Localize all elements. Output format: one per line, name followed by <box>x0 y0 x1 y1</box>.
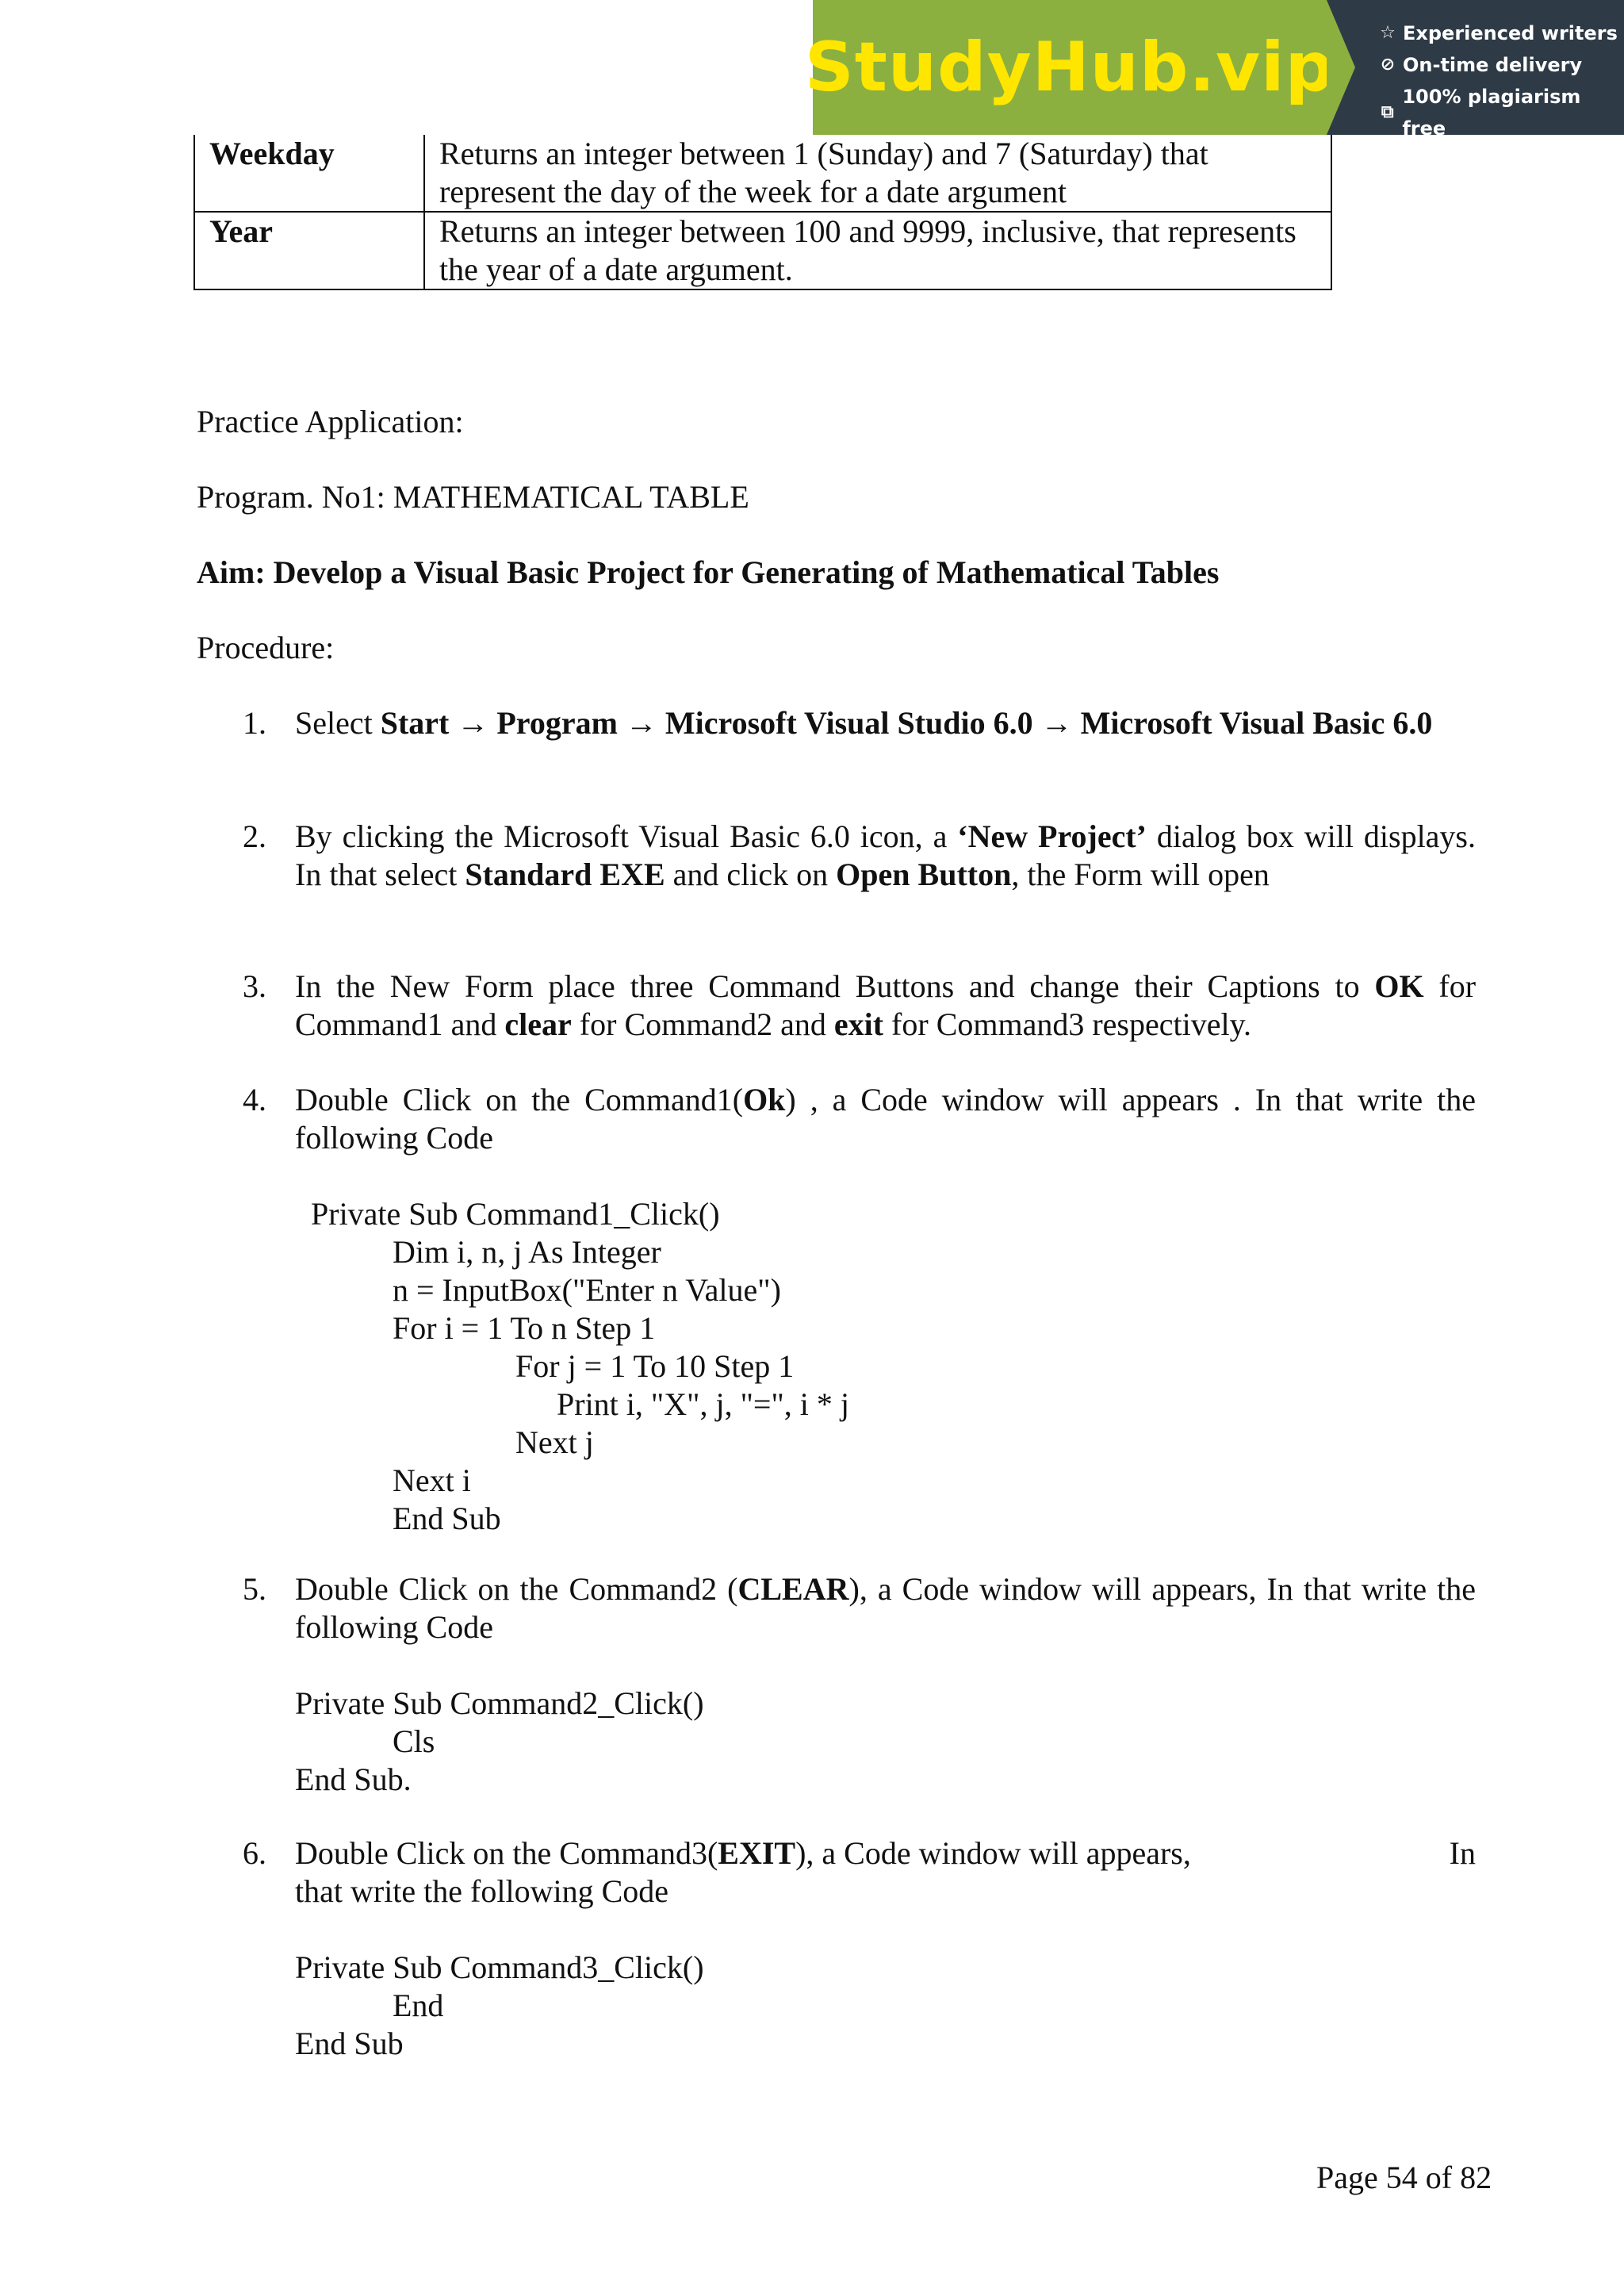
step-text-part: for Command3 respectively. <box>883 1006 1251 1042</box>
code-line: Print i, "X", j, "=", i * j <box>557 1386 850 1422</box>
step-number: 4. <box>243 1082 266 1117</box>
step-text-part: dialog box will displays. In that select <box>295 818 1477 892</box>
code-line: For j = 1 To 10 Step 1 <box>515 1348 795 1384</box>
feature-label: 100% plagiarism free <box>1402 86 1581 140</box>
step-number: 2. <box>243 818 266 854</box>
table-row <box>194 212 1331 289</box>
clock-icon: ⊘ <box>1380 55 1396 75</box>
step-number: 1. <box>243 705 266 741</box>
program-title: Program. No1: MATHEMATICAL TABLE <box>197 479 749 515</box>
practice-heading: Practice Application: <box>197 404 464 439</box>
step-text-part: for Command2 and <box>571 1006 834 1042</box>
feature-item <box>1379 17 1624 49</box>
step-text <box>295 968 1476 1044</box>
table-cell-desc: Returns an integer between 100 and 9999, inclusive, that represents the year of a date argument. <box>424 212 1331 289</box>
step-emphasis: clear <box>504 1006 572 1042</box>
procedure-heading: Procedure: <box>197 630 335 665</box>
step-emphasis: exit <box>833 1006 884 1042</box>
step-text <box>295 818 1476 894</box>
code-line: Private Sub Command1_Click() <box>311 1196 720 1232</box>
feature-label: Experienced writers <box>1403 22 1618 44</box>
step-emphasis: OK <box>1374 968 1424 1004</box>
code-line: Private Sub Command2_Click() <box>295 1685 704 1721</box>
page-number: Page 54 of 82 <box>1316 2160 1492 2195</box>
brand-panel <box>804 0 1335 135</box>
code-line: Next j <box>515 1424 594 1460</box>
list-item <box>243 704 1476 742</box>
code-line: Cls <box>393 1723 435 1759</box>
step-text-part: , the Form will open <box>1011 857 1270 892</box>
code-line: For i = 1 To n Step 1 <box>393 1310 656 1346</box>
table-cell-term: Year <box>194 212 424 289</box>
step-text-part: ) , a Code window will appears . In that write the following Code <box>295 1082 1476 1156</box>
step-text-part: Double Click on the Command3( <box>295 1835 718 1871</box>
code-line: End Sub. <box>295 1761 412 1797</box>
feature-list <box>1327 0 1624 140</box>
copy-icon: ⧉ <box>1381 102 1394 122</box>
table-cell-term: Weekday <box>194 135 424 212</box>
step-text-part: ), a Code window will appears, <box>795 1835 1191 1871</box>
studyhub-banner[interactable] <box>804 0 1624 140</box>
feature-item <box>1379 49 1624 81</box>
code-line: End Sub <box>393 1501 501 1536</box>
menu-path: Start → Program → Microsoft Visual Studio 6.0 → Microsoft Visual Basic 6.0 <box>380 705 1433 741</box>
step-text-part: Select <box>295 705 381 741</box>
step-emphasis: Open Button <box>836 857 1012 892</box>
step-text-part: In the New Form place three Command Buttons and change their Captions to <box>295 968 1375 1004</box>
brand-logo: StudyHub.vip <box>804 28 1335 107</box>
step-text-part: By clicking the Microsoft Visual Basic 6.0 icon, a <box>295 818 958 854</box>
step-text-part: Double Click on the Command1( <box>295 1082 744 1117</box>
feature-item <box>1379 81 1624 144</box>
step-emphasis: Ok <box>743 1082 786 1117</box>
step-emphasis: EXIT <box>718 1835 796 1871</box>
code-line: End Sub <box>295 2026 404 2061</box>
code-line: n = InputBox("Enter n Value") <box>393 1272 781 1308</box>
list-item <box>243 968 1476 1044</box>
step-text-part: In <box>1449 1835 1476 1871</box>
code-line: End <box>393 1987 444 2023</box>
step-number: 3. <box>243 968 266 1004</box>
table-cell-desc: Returns an integer between 1 (Sunday) and 7 (Saturday) that represent the day of the week for a date argument <box>424 135 1331 212</box>
step-emphasis: Standard EXE <box>465 857 665 892</box>
table-row <box>194 135 1331 212</box>
step-emphasis: ‘New Project’ <box>957 818 1147 854</box>
step-text-part: for Command1 and <box>295 968 1477 1042</box>
code-line: Private Sub Command3_Click() <box>295 1949 704 1985</box>
code-line: Dim i, n, j As Integer <box>393 1234 661 1270</box>
step-number: 5. <box>243 1571 266 1607</box>
list-item <box>243 1570 1476 1646</box>
list-item <box>243 818 1476 894</box>
step-emphasis: CLEAR <box>737 1571 849 1607</box>
step-text <box>295 704 1476 742</box>
step-text-part: and click on <box>665 857 837 892</box>
step-text-part: that write the following Code <box>295 1873 669 1909</box>
step-number: 6. <box>243 1835 266 1871</box>
star-icon: ☆ <box>1380 23 1396 43</box>
step-text <box>295 1570 1476 1646</box>
code-line: Next i <box>393 1462 471 1498</box>
aim-heading: Aim: Develop a Visual Basic Project for Generating of Mathematical Tables <box>197 554 1220 590</box>
feature-label: On-time delivery <box>1403 54 1583 76</box>
date-functions-table <box>193 135 1332 290</box>
step-text <box>295 1081 1476 1157</box>
list-item <box>243 1081 1476 1157</box>
step-text <box>295 1834 1476 1911</box>
step-text-part: ), a Code window will appears, In that write the following Code <box>295 1571 1476 1645</box>
list-item <box>243 1834 1476 1911</box>
step-text-part: Double Click on the Command2 ( <box>295 1571 738 1607</box>
